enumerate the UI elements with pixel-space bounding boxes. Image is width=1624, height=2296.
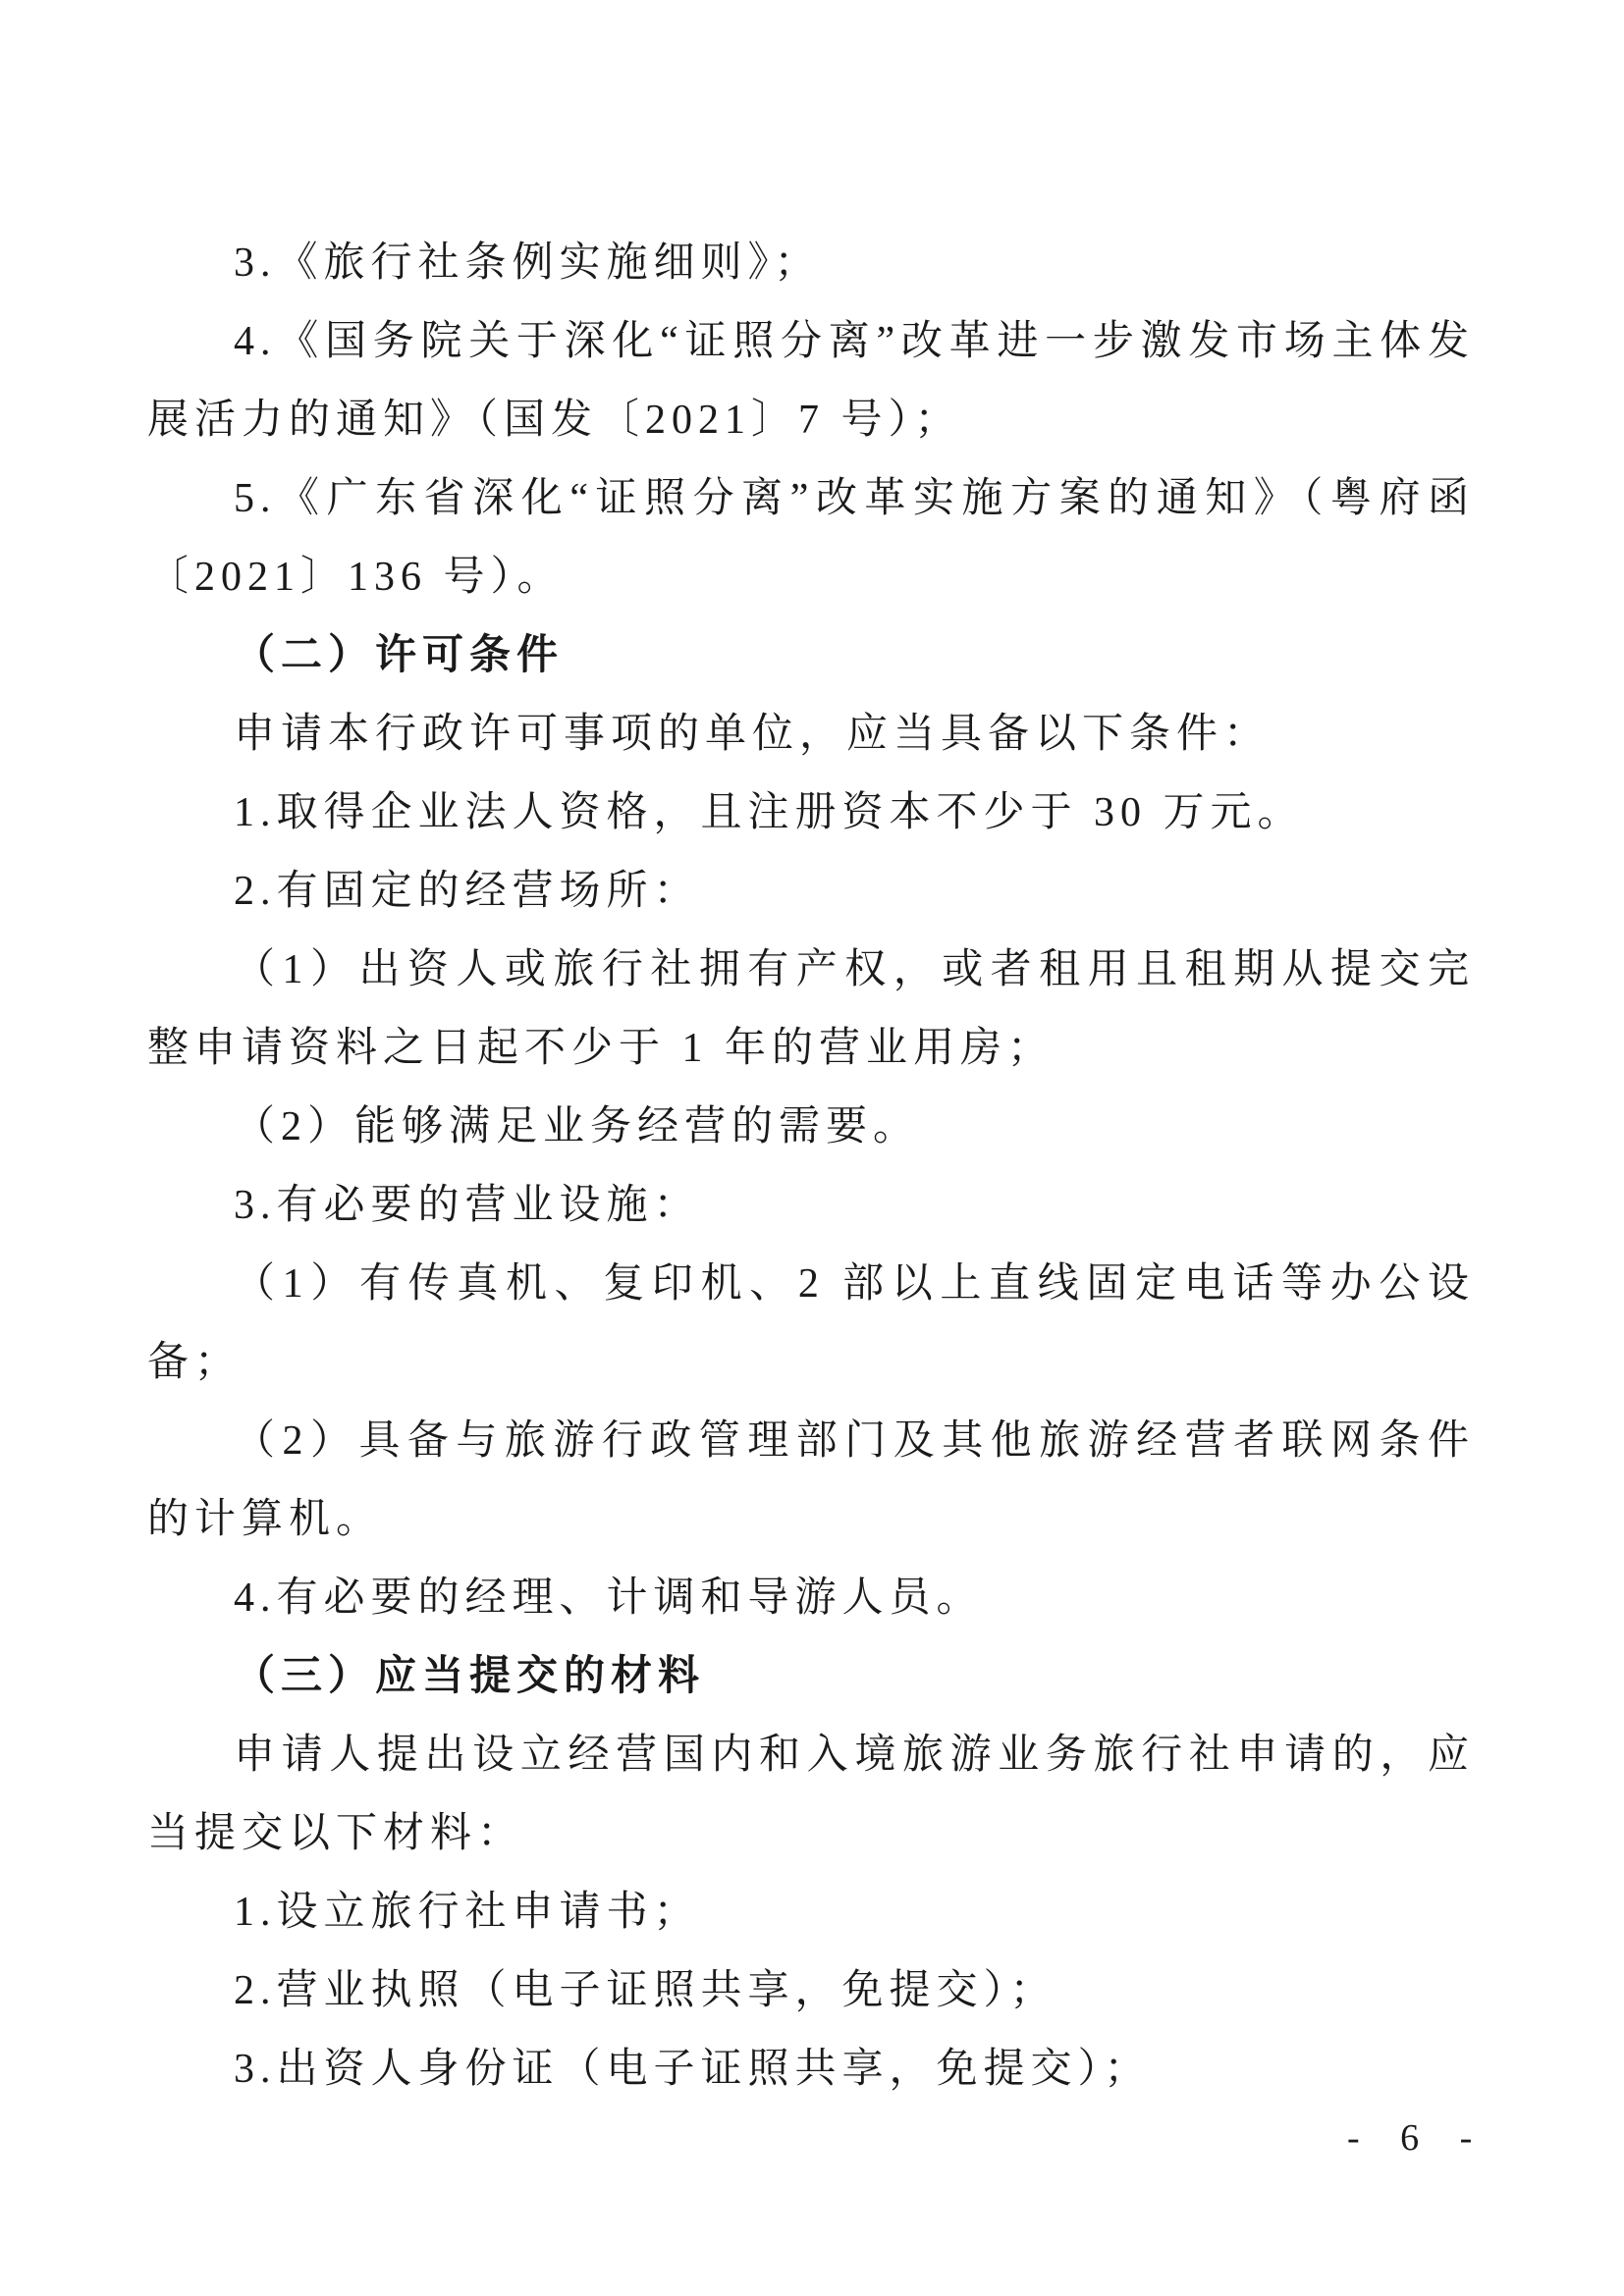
paragraph-legal-basis-3: 3.《旅行社条例实施细则》； xyxy=(234,240,822,286)
paragraph-condition-3-2: （2）具备与旅游行政管理部门及其他旅游经营者联网条件的计算机。 xyxy=(147,1418,1475,1542)
paragraph-condition-4: 4.有必要的经理、计调和导游人员。 xyxy=(234,1575,984,1621)
section-heading-license-conditions: （二）许可条件 xyxy=(234,633,565,678)
paragraph-condition-2-1: （1）出资人或旅行社拥有产权，或者租用且租期从提交完整申请资料之日起不少于 1 年的营业用房； xyxy=(147,947,1475,1071)
paragraph-materials-intro: 申请人提出设立经营国内和入境旅游业务旅行社申请的，应当提交以下材料： xyxy=(147,1733,1475,1856)
paragraph-condition-2-2: （2）能够满足业务经营的需要。 xyxy=(234,1104,921,1149)
paragraph-condition-2: 2.有固定的经营场所： xyxy=(234,869,701,914)
paragraph-legal-basis-4: 4.《国务院关于深化“证照分离”改革进一步激发市场主体发展活力的通知》（国发〔2021〕7 号）； xyxy=(147,319,1475,443)
paragraph-condition-1: 1.取得企业法人资格，且注册资本不少于 30 万元。 xyxy=(234,790,1305,835)
paragraph-conditions-intro: 申请本行政许可事项的单位，应当具备以下条件： xyxy=(234,712,1272,757)
paragraph-material-3: 3.出资人身份证（电子证照共享，免提交）； xyxy=(234,2047,1152,2092)
paragraph-material-2: 2.营业执照（电子证照共享，免提交）； xyxy=(234,1968,1057,2013)
page-number: - 6 - xyxy=(1347,2117,1481,2159)
paragraph-material-1: 1.设立旅行社申请书； xyxy=(234,1890,701,1935)
document-body xyxy=(147,224,1475,2109)
section-heading-required-materials: （三）应当提交的材料 xyxy=(234,1654,706,1699)
paragraph-condition-3-1: （1）有传真机、复印机、2 部以上直线固定电话等办公设备； xyxy=(147,1261,1475,1385)
paragraph-condition-3: 3.有必要的营业设施： xyxy=(234,1183,701,1228)
paragraph-legal-basis-5: 5.《广东省深化“证照分离”改革实施方案的通知》（粤府函〔2021〕136 号）。 xyxy=(147,476,1475,600)
